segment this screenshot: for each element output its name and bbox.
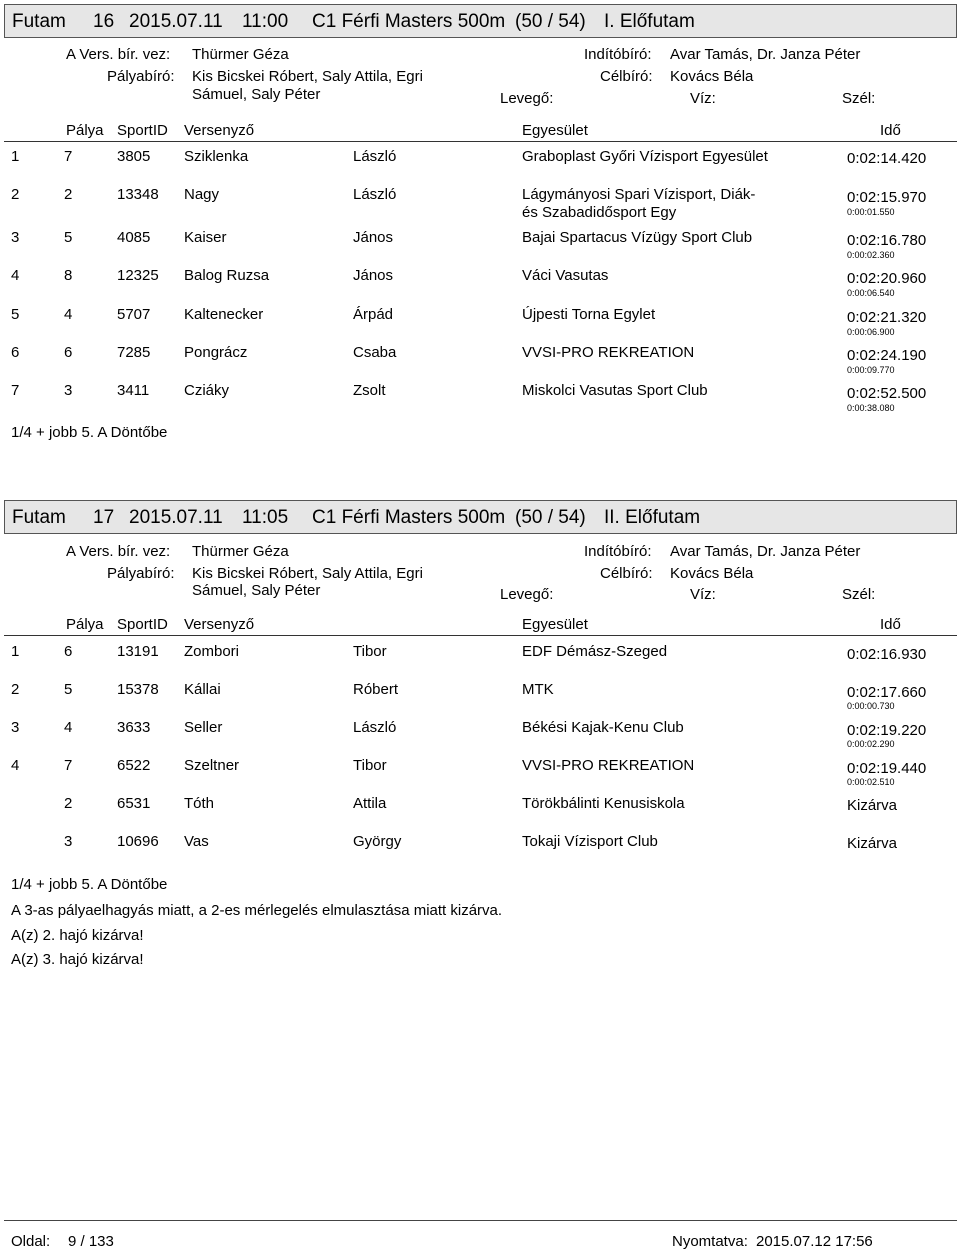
place: 2: [11, 681, 20, 698]
result-time: 0:02:17.660: [847, 684, 927, 701]
race-count: (50 / 54): [515, 11, 586, 32]
lane: 4: [64, 719, 73, 736]
palyabiro-label: Pályabíró:: [107, 68, 175, 85]
race-phase: II. Előfutam: [604, 507, 701, 528]
race-date: 2015.07.11: [129, 11, 223, 32]
first-name: Árpád: [353, 306, 394, 323]
col-palya: Pálya: [66, 616, 104, 633]
time-diff: 0:00:01.550: [847, 207, 895, 217]
vers-biro-label: A Vers. bír. vez:: [66, 46, 171, 63]
place: 7: [11, 382, 20, 399]
result-status: Kizárva: [847, 797, 898, 814]
last-name: Vas: [184, 833, 209, 850]
club: Tokaji Vízisport Club: [522, 833, 658, 850]
race-time: 11:05: [242, 507, 289, 528]
col-ido: Idő: [880, 616, 901, 633]
race-number: 17: [93, 507, 115, 528]
col-versenyzo: Versenyző: [184, 122, 255, 139]
vers-biro-label: A Vers. bír. vez:: [66, 543, 171, 560]
col-sportid: SportID: [117, 616, 168, 633]
club: Graboplast Győri Vízisport Egyesület: [522, 148, 768, 165]
page-label: Oldal:: [11, 1233, 51, 1250]
last-name: Tóth: [184, 795, 215, 812]
time-diff: 0:00:09.770: [847, 365, 895, 375]
first-name: Tibor: [353, 757, 387, 774]
col-egyesulet: Egyesület: [522, 616, 588, 633]
time-diff: 0:00:00.730: [847, 701, 895, 711]
szel-label: Szél:: [842, 90, 876, 107]
lane: 7: [64, 757, 73, 774]
levego-label: Levegő:: [500, 90, 554, 107]
place: 6: [11, 344, 20, 361]
palyabiro-line2: Sámuel, Saly Péter: [192, 582, 321, 599]
place: 4: [11, 267, 20, 284]
club: Újpesti Torna Egylet: [522, 306, 656, 323]
sport-id: 15378: [117, 681, 159, 698]
result-time: 0:02:52.500: [847, 385, 927, 402]
sport-id: 3805: [117, 148, 151, 165]
palyabiro-line1: Kis Bicskei Róbert, Saly Attila, Egri: [192, 68, 423, 85]
sport-id: 10696: [117, 833, 159, 850]
col-palya: Pálya: [66, 122, 104, 139]
first-name: György: [353, 833, 402, 850]
club: Bajai Spartacus Vízügy Sport Club: [522, 229, 753, 246]
club: EDF Démász-Szeged: [522, 643, 668, 660]
race-note: A(z) 3. hajó kizárva!: [11, 951, 144, 968]
club: VVSI-PRO REKREATION: [522, 757, 695, 774]
last-name: Seller: [184, 719, 223, 736]
lane: 2: [64, 186, 73, 203]
sport-id: 6522: [117, 757, 151, 774]
race-note: 1/4 + jobb 5. A Döntőbe: [11, 876, 168, 893]
last-name: Balog Ruzsa: [184, 267, 270, 284]
col-egyesulet: Egyesület: [522, 122, 588, 139]
time-diff: 0:00:38.080: [847, 403, 895, 413]
race-label: Futam: [12, 11, 66, 32]
first-name: János: [353, 267, 394, 284]
celbiro-label: Célbíró:: [600, 68, 653, 85]
race-header: [4, 500, 957, 534]
result-time: 0:02:19.220: [847, 722, 927, 739]
race-date: 2015.07.11: [129, 507, 223, 528]
sport-id: 13191: [117, 643, 159, 660]
first-name: Tibor: [353, 643, 387, 660]
szel-label: Szél:: [842, 586, 876, 603]
lane: 5: [64, 229, 73, 246]
sport-id: 4085: [117, 229, 151, 246]
col-ido: Idő: [880, 122, 901, 139]
first-name: László: [353, 719, 397, 736]
club: Miskolci Vasutas Sport Club: [522, 382, 708, 399]
result-time: 0:02:24.190: [847, 347, 927, 364]
palyabiro-label: Pályabíró:: [107, 565, 175, 582]
col-versenyzo: Versenyző: [184, 616, 255, 633]
lane: 7: [64, 148, 73, 165]
inditobiro-label: Indítóbíró:: [584, 543, 652, 560]
race-event: C1 Férfi Masters 500m: [312, 11, 506, 32]
celbiro-label: Célbíró:: [600, 565, 653, 582]
first-name: János: [353, 229, 394, 246]
result-time: 0:02:14.420: [847, 150, 927, 167]
sport-id: 13348: [117, 186, 159, 203]
last-name: Pongrácz: [184, 344, 248, 361]
lane: 8: [64, 267, 73, 284]
race-note: A(z) 2. hajó kizárva!: [11, 927, 144, 944]
race-note: A 3-as pályaelhagyás miatt, a 2-es mérlegelés elmulasztása miatt kizárva.: [11, 902, 503, 919]
race-event: C1 Férfi Masters 500m: [312, 507, 506, 528]
place: 4: [11, 757, 20, 774]
result-time: 0:02:16.930: [847, 646, 927, 663]
first-name: Csaba: [353, 344, 397, 361]
race-note: 1/4 + jobb 5. A Döntőbe: [11, 424, 168, 441]
printed-label: Nyomtatva:: [672, 1233, 748, 1250]
sport-id: 3633: [117, 719, 151, 736]
lane: 6: [64, 643, 73, 660]
col-sportid: SportID: [117, 122, 168, 139]
first-name: Attila: [353, 795, 387, 812]
lane: 5: [64, 681, 73, 698]
time-diff: 0:00:06.900: [847, 327, 895, 337]
place: 3: [11, 719, 20, 736]
viz-label: Víz:: [690, 586, 716, 603]
last-name: Kaltenecker: [184, 306, 264, 323]
footer-divider: [4, 1220, 957, 1221]
last-name: Kállai: [184, 681, 221, 698]
lane: 3: [64, 382, 73, 399]
lane: 6: [64, 344, 73, 361]
printed-date: 2015.07.12 17:56: [756, 1233, 873, 1250]
result-time: 0:02:20.960: [847, 270, 927, 287]
celbiro: Kovács Béla: [670, 565, 754, 582]
place: 2: [11, 186, 20, 203]
inditobiro: Avar Tamás, Dr. Janza Péter: [670, 46, 861, 63]
first-name: Róbert: [353, 681, 399, 698]
first-name: Zsolt: [353, 382, 386, 399]
time-diff: 0:00:02.290: [847, 739, 895, 749]
time-diff: 0:00:06.540: [847, 288, 895, 298]
race-count: (50 / 54): [515, 507, 586, 528]
celbiro: Kovács Béla: [670, 68, 754, 85]
time-diff: 0:00:02.360: [847, 250, 895, 260]
club: VVSI-PRO REKREATION: [522, 344, 695, 361]
club: Békési Kajak-Kenu Club: [522, 719, 684, 736]
lane: 2: [64, 795, 73, 812]
page-number: 9 / 133: [68, 1233, 114, 1250]
last-name: Kaiser: [184, 229, 227, 246]
race-header: [4, 4, 957, 38]
last-name: Zombori: [184, 643, 240, 660]
first-name: László: [353, 186, 397, 203]
place: 3: [11, 229, 20, 246]
header-divider: [4, 635, 957, 636]
levego-label: Levegő:: [500, 586, 554, 603]
race-time: 11:00: [242, 11, 289, 32]
result-time: 0:02:16.780: [847, 232, 927, 249]
place: 1: [11, 148, 20, 165]
sport-id: 12325: [117, 267, 159, 284]
last-name: Sziklenka: [184, 148, 249, 165]
time-diff: 0:00:02.510: [847, 777, 895, 787]
place: 5: [11, 306, 20, 323]
club: Váci Vasutas: [522, 267, 609, 284]
header-divider: [4, 141, 957, 142]
result-time: 0:02:21.320: [847, 309, 927, 326]
result-status: Kizárva: [847, 835, 898, 852]
last-name: Cziáky: [184, 382, 230, 399]
club: Törökbálinti Kenusiskola: [522, 795, 685, 812]
sport-id: 7285: [117, 344, 151, 361]
lane: 4: [64, 306, 73, 323]
viz-label: Víz:: [690, 90, 716, 107]
club: MTK: [522, 681, 554, 698]
inditobiro: Avar Tamás, Dr. Janza Péter: [670, 543, 861, 560]
vers-biro: Thürmer Géza: [192, 46, 289, 63]
palyabiro-line1: Kis Bicskei Róbert, Saly Attila, Egri: [192, 565, 423, 582]
club: Lágymányosi Spari Vízisport, Diák-: [522, 186, 756, 203]
result-time: 0:02:19.440: [847, 760, 927, 777]
lane: 3: [64, 833, 73, 850]
first-name: László: [353, 148, 397, 165]
place: 1: [11, 643, 20, 660]
race-phase: I. Előfutam: [604, 11, 695, 32]
inditobiro-label: Indítóbíró:: [584, 46, 652, 63]
sport-id: 3411: [117, 382, 150, 399]
sport-id: 5707: [117, 306, 151, 323]
palyabiro-line2: Sámuel, Saly Péter: [192, 86, 321, 103]
result-time: 0:02:15.970: [847, 189, 927, 206]
vers-biro: Thürmer Géza: [192, 543, 289, 560]
sport-id: 6531: [117, 795, 151, 812]
last-name: Szeltner: [184, 757, 240, 774]
club-line2: és Szabadidősport Egy: [522, 204, 677, 221]
last-name: Nagy: [184, 186, 220, 203]
race-label: Futam: [12, 507, 66, 528]
race-number: 16: [93, 11, 115, 32]
